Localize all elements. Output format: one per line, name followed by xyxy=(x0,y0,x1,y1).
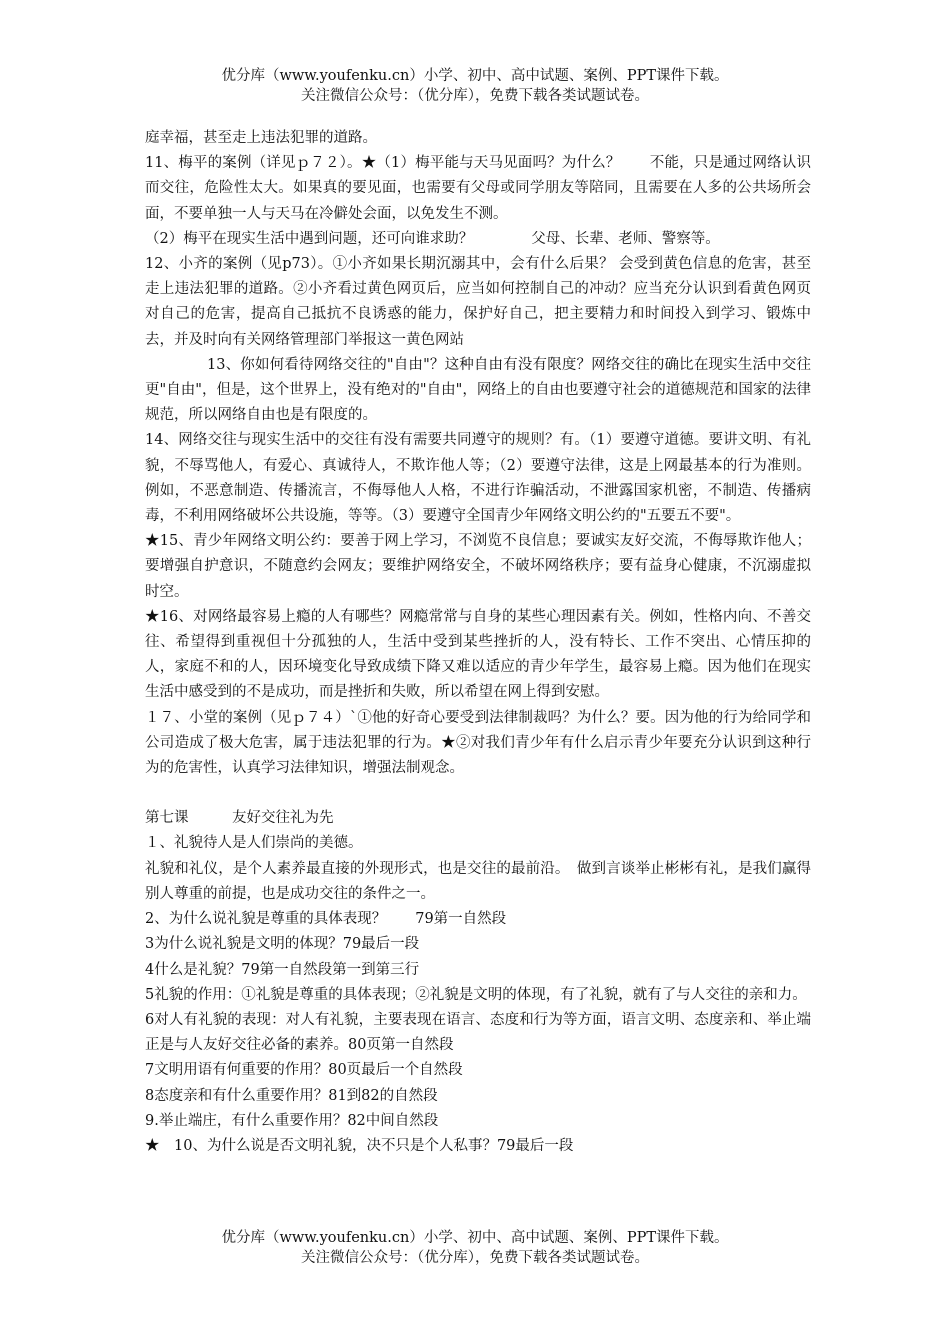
paragraph: 3为什么说礼貌是文明的体现？79最后一段 xyxy=(145,936,420,953)
paragraph: １７、小堂的案例（见ｐ７４）`①他的好奇心要受到法律制裁吗？为什么？要。因为他的行为给同学和公司造成了极大危害，属于违法犯罪的行为。★②对我们青少年有什么启示青少年要充分认识到这种行为的危害性，认真学习法律知识，增强法制观念。 xyxy=(145,709,811,777)
paragraph: 13、你如何看待网络交往的"自由"？这种自由有没有限度？网络交往的确比在现实生活中交往更"自由"，但是，这个世界上，没有绝对的"自由"，网络上的自由也要遵守社会的道德规范和国家的法律规范，所以网络自由也是有限度的。 xyxy=(145,356,811,424)
paragraph: １、礼貌待人是人们崇尚的美德。 xyxy=(145,835,363,852)
paragraph: ★16、对网络最容易上瘾的人有哪些？网瘾常常与自身的某些心理因素有关。例如，性格内向、不善交往、希望得到重视但十分孤独的人，生活中受到某些挫折的人，没有特长、工作不突出、心情压抑的人，家庭不和的人，因环境变化导致成绩下降又难以适应的青少年学生，最容易上瘾。因为他们在现实生活中感受到的不是成功，而是挫折和失败，所以希望在网上得到安慰。 xyxy=(145,608,811,701)
paragraph: ★ 10、为什么说是否文明礼貌，决不只是个人私事？79最后一段 xyxy=(145,1137,574,1154)
paragraph: 7文明用语有何重要的作用？80页最后一个自然段 xyxy=(145,1062,463,1079)
paragraph: 14、网络交往与现实生活中的交往有没有需要共同遵守的规则？有。（1）要遵守道德。要讲文明、有礼貌，不辱骂他人，有爱心、真诚待人，不欺诈他人等；（2）要遵守法律，这是上网最基本的行为准则。例如，不恶意制造、传播流言，不侮辱他人人格，不进行诈骗活动，不泄露国家机密，不制造、传播病毒，不利用网络破坏公共设施，等等。（3）要遵守全国青少年网络文明公约的"五要五不要"。 xyxy=(145,432,811,525)
header-line-1: 优分库（www.youfenku.cn）小学、初中、高中试题、案例、PPT课件下载。 xyxy=(221,68,729,84)
paragraph: 6对人有礼貌的表现：对人有礼貌，主要表现在语言、态度和行为等方面，语言文明、态度亲和、举止端正是与人友好交往必备的素养。80页第一自然段 xyxy=(145,1011,811,1054)
section-heading: 第七课 友好交往礼为先 xyxy=(145,810,334,827)
paragraph: （2）梅平在现实生活中遇到问题，还可向谁求助？ 父母、长辈、老师、警察等。 xyxy=(145,230,720,247)
paragraph: 9.举止端庄，有什么重要作用？82中间自然段 xyxy=(145,1112,439,1129)
paragraph: 4什么是礼貌？79第一自然段第一到第三行 xyxy=(145,961,420,978)
header-line-2: 关注微信公众号：（优分库），免费下载各类试题试卷。 xyxy=(301,88,649,104)
paragraph: ★15、青少年网络文明公约：要善于网上学习，不浏览不良信息；要诚实友好交流，不侮辱欺诈他人；要增强自护意识，不随意约会网友；要维护网络安全，不破坏网络秩序；要有益身心健康，不沉溺虚拟时空。 xyxy=(145,533,811,600)
footer-line-1: 优分库（www.youfenku.cn）小学、初中、高中试题、案例、PPT课件下载。 xyxy=(221,1230,729,1246)
paragraph: 11、梅平的案例（详见ｐ７２）。★（1）梅平能与天马见面吗？为什么？ 不能，只是通过网络认识而交往，危险性太大。如果真的要见面，也需要有父母或同学朋友等陪同，且需要在人多的公共场所会面，不要单独一人与天马在冷僻处会面，以免发生不测。 xyxy=(145,155,811,222)
document-body xyxy=(145,126,811,1159)
paragraph: 5礼貌的作用：①礼貌是尊重的具体表现；②礼貌是文明的体现，有了礼貌，就有了与人交往的亲和力。 xyxy=(145,986,807,1003)
paragraph: 礼貌和礼仪，是个人素养最直接的外现形式，也是交往的最前沿。 做到言谈举止彬彬有礼，是我们赢得别人尊重的前提，也是成功交往的条件之一。 xyxy=(145,860,811,902)
blank-line xyxy=(145,781,811,806)
footer-line-2: 关注微信公众号：（优分库），免费下载各类试题试卷。 xyxy=(301,1250,649,1266)
page-header xyxy=(0,66,950,106)
paragraph: 8态度亲和有什么重要作用？81到82的自然段 xyxy=(145,1087,438,1104)
paragraph: 庭幸福，甚至走上违法犯罪的道路。 xyxy=(145,130,377,146)
page-footer xyxy=(0,1228,950,1268)
paragraph: 2、为什么说礼貌是尊重的具体表现？ 79第一自然段 xyxy=(145,911,507,928)
paragraph: 12、小齐的案例（见p73）。①小齐如果长期沉溺其中，会有什么后果？ 会受到黄色信息的危害，甚至走上违法犯罪的道路。②小齐看过黄色网页后，应当如何控制自己的冲动？应当充分认识到看黄色网页对自己的危害，提高自己抵抗不良诱惑的能力，保护好自己，把主要精力和时间投入到学习、锻炼中去，并及时向有关网络管理部门举报这一黄色网站 xyxy=(145,256,811,348)
